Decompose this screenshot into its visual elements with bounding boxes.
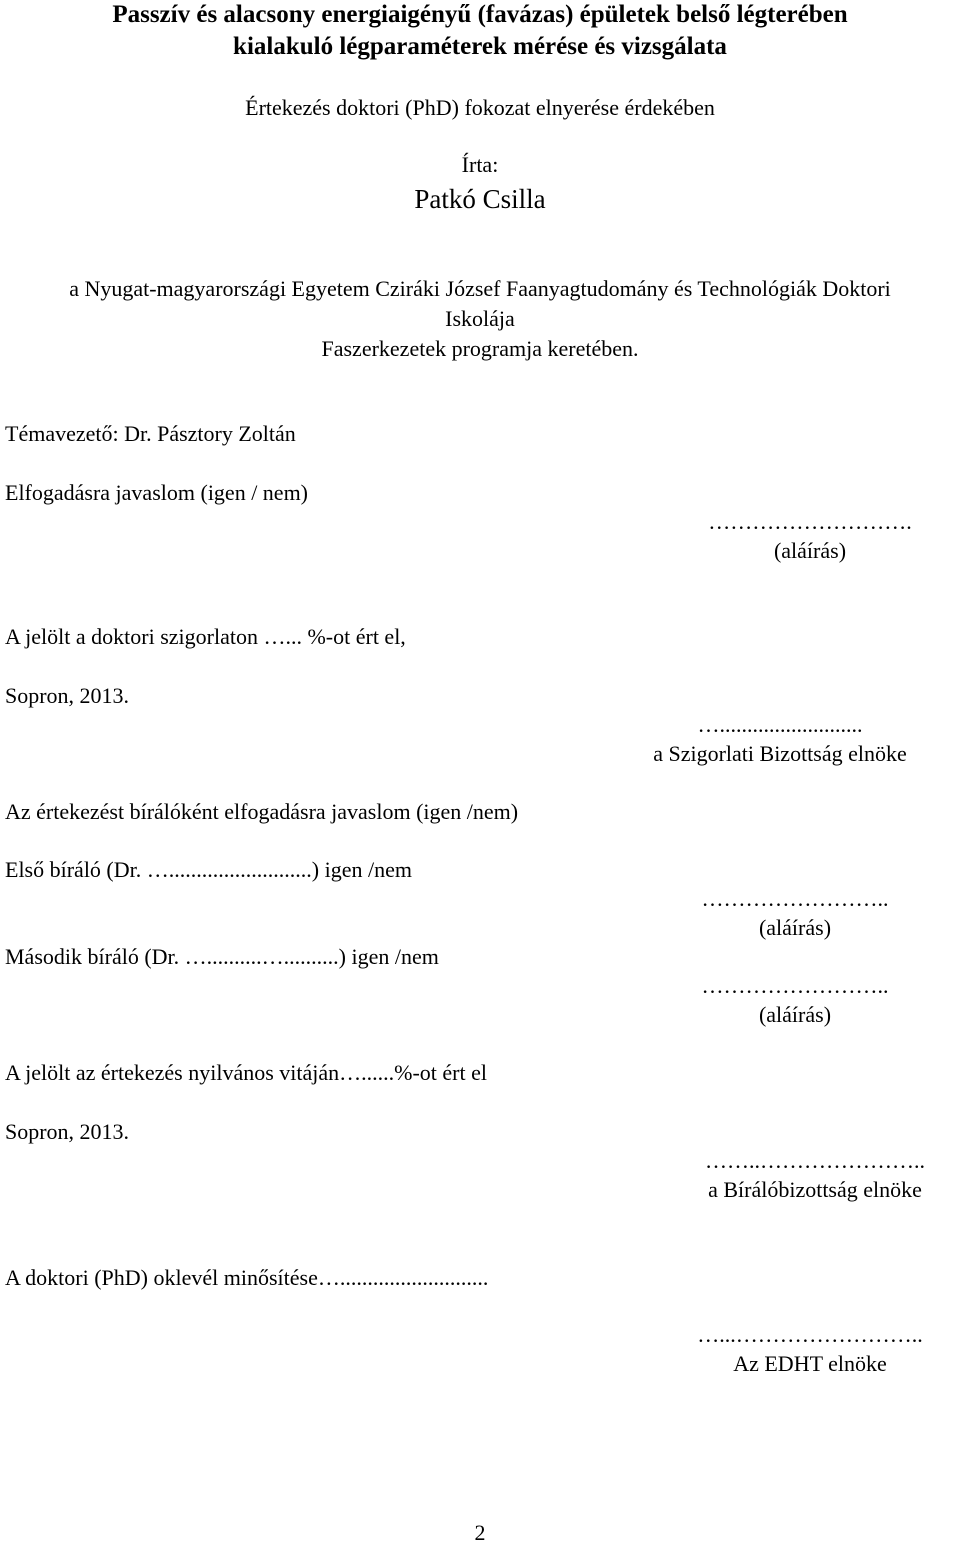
signature-label-4: (aláírás)	[758, 1002, 832, 1027]
author-name: Patkó Csilla	[414, 184, 546, 214]
supervisor: Témavezető: Dr. Pásztory Zoltán	[5, 421, 296, 446]
signature-dots-3: ……………………..	[701, 886, 889, 911]
signature-dots-6: …...……………………..	[697, 1322, 923, 1347]
place-date-2: Sopron, 2013.	[5, 1119, 130, 1144]
signature-label-3: (aláírás)	[758, 915, 832, 940]
exam-result: A jelölt a doktori szigorlaton …... %-ot ért el,	[5, 624, 406, 649]
signature-dots-4: ……………………..	[701, 973, 889, 998]
second-reviewer: Második bíráló (Dr. …..........…..........) igen /nem	[5, 944, 439, 969]
school-line-3: Faszerkezetek programja keretében.	[321, 336, 639, 361]
signature-dots-1: ……………………….	[708, 509, 912, 534]
signature-label-2: a Szigorlati Bizottság elnöke	[653, 741, 907, 766]
page-number: 2	[474, 1520, 486, 1545]
place-date-1: Sopron, 2013.	[5, 683, 130, 708]
acceptance-recommendation: Elfogadásra javaslom (igen / nem)	[5, 480, 309, 505]
school-line-2: Iskolája	[445, 306, 515, 331]
reviewer-acceptance: Az értekezést bírálóként elfogadásra javaslom (igen /nem)	[5, 799, 519, 824]
first-reviewer: Első bíráló (Dr. …..........................) igen /nem	[5, 857, 412, 882]
phd-qualification: A doktori (PhD) oklevél minősítése…...........................	[5, 1265, 489, 1290]
title-line-2: kialakuló légparaméterek mérése és vizsgálata	[233, 33, 727, 60]
signature-label-6: Az EDHT elnöke	[733, 1351, 887, 1376]
defense-result: A jelölt az értekezés nyilvános vitáján…......%-ot ért el	[5, 1060, 488, 1085]
school-line-1: a Nyugat-magyarországi Egyetem Cziráki József Faanyagtudomány és Technológiák Doktori	[69, 276, 891, 301]
subtitle: Értekezés doktori (PhD) fokozat elnyerése érdekében	[245, 95, 715, 120]
signature-label-1: (aláírás)	[773, 538, 847, 563]
signature-dots-2: …..........................	[697, 712, 863, 737]
signature-label-5: a Bírálóbizottság elnöke	[708, 1177, 922, 1202]
signature-dots-5: ……..…………………..	[705, 1148, 925, 1173]
title-line-1: Passzív és alacsony energiaigényű (favázas) épületek belső légterében	[112, 1, 848, 28]
author-label: Írta:	[461, 152, 499, 177]
